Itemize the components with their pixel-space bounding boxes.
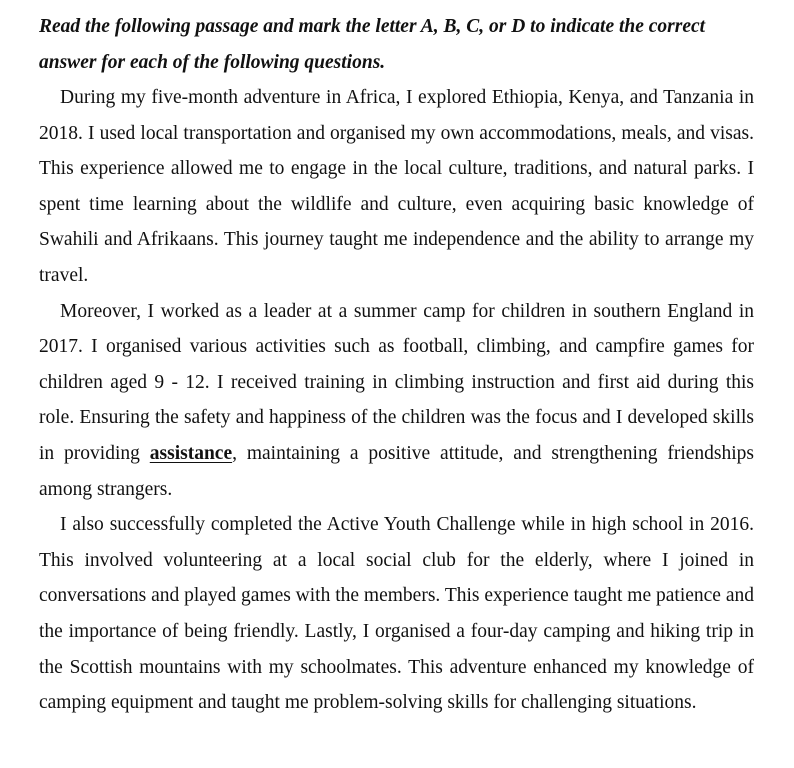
document-page: [0, 9, 794, 721]
paragraph-summer-camp: [39, 294, 754, 508]
paragraph-text-after: , maintaining a positive attitude, and strengthening friendships among strangers.: [39, 442, 754, 500]
paragraph-africa: During my five-month adventure in Africa, I explored Ethiopia, Kenya, and Tanzania in 2018. I used local transportation and organised my own accommodations, meals, and visas. This experience allowed me to engage in the local culture, traditions, and natural parks. I spent time learning about the wildlife and culture, even acquiring basic knowledge of Swahili and Afrikaans. This journey taught me independence and the ability to arrange my travel.: [39, 87, 754, 286]
instruction-text: Read the following passage and mark the letter A, B, C, or D to indicate the correct answer for each of the following questions.: [39, 16, 706, 73]
highlighted-word: assistance: [149, 442, 233, 464]
paragraph-text-before: Moreover, I worked as a leader at a summer camp for children in southern England in 2017. I organised various activities such as football, climbing, and campfire games for children aged 9 - 12. I received training in climbing instruction and first aid during this role. Ensuring the safety and happiness of the children was the focus and I developed skills in providing: [39, 300, 754, 464]
paragraph-youth-challenge: I also successfully completed the Active Youth Challenge while in high school in 2016. This involved volunteering at a local social club for the elderly, where I joined in conversations and played games with the members. This experience taught me patience and the importance of being friendly. Lastly, I organised a four-day camping and hiking trip in the Scottish mountains with my schoolmates. This adventure enhanced my knowledge of camping equipment and taught me problem-solving skills for challenging situations.: [39, 514, 754, 714]
